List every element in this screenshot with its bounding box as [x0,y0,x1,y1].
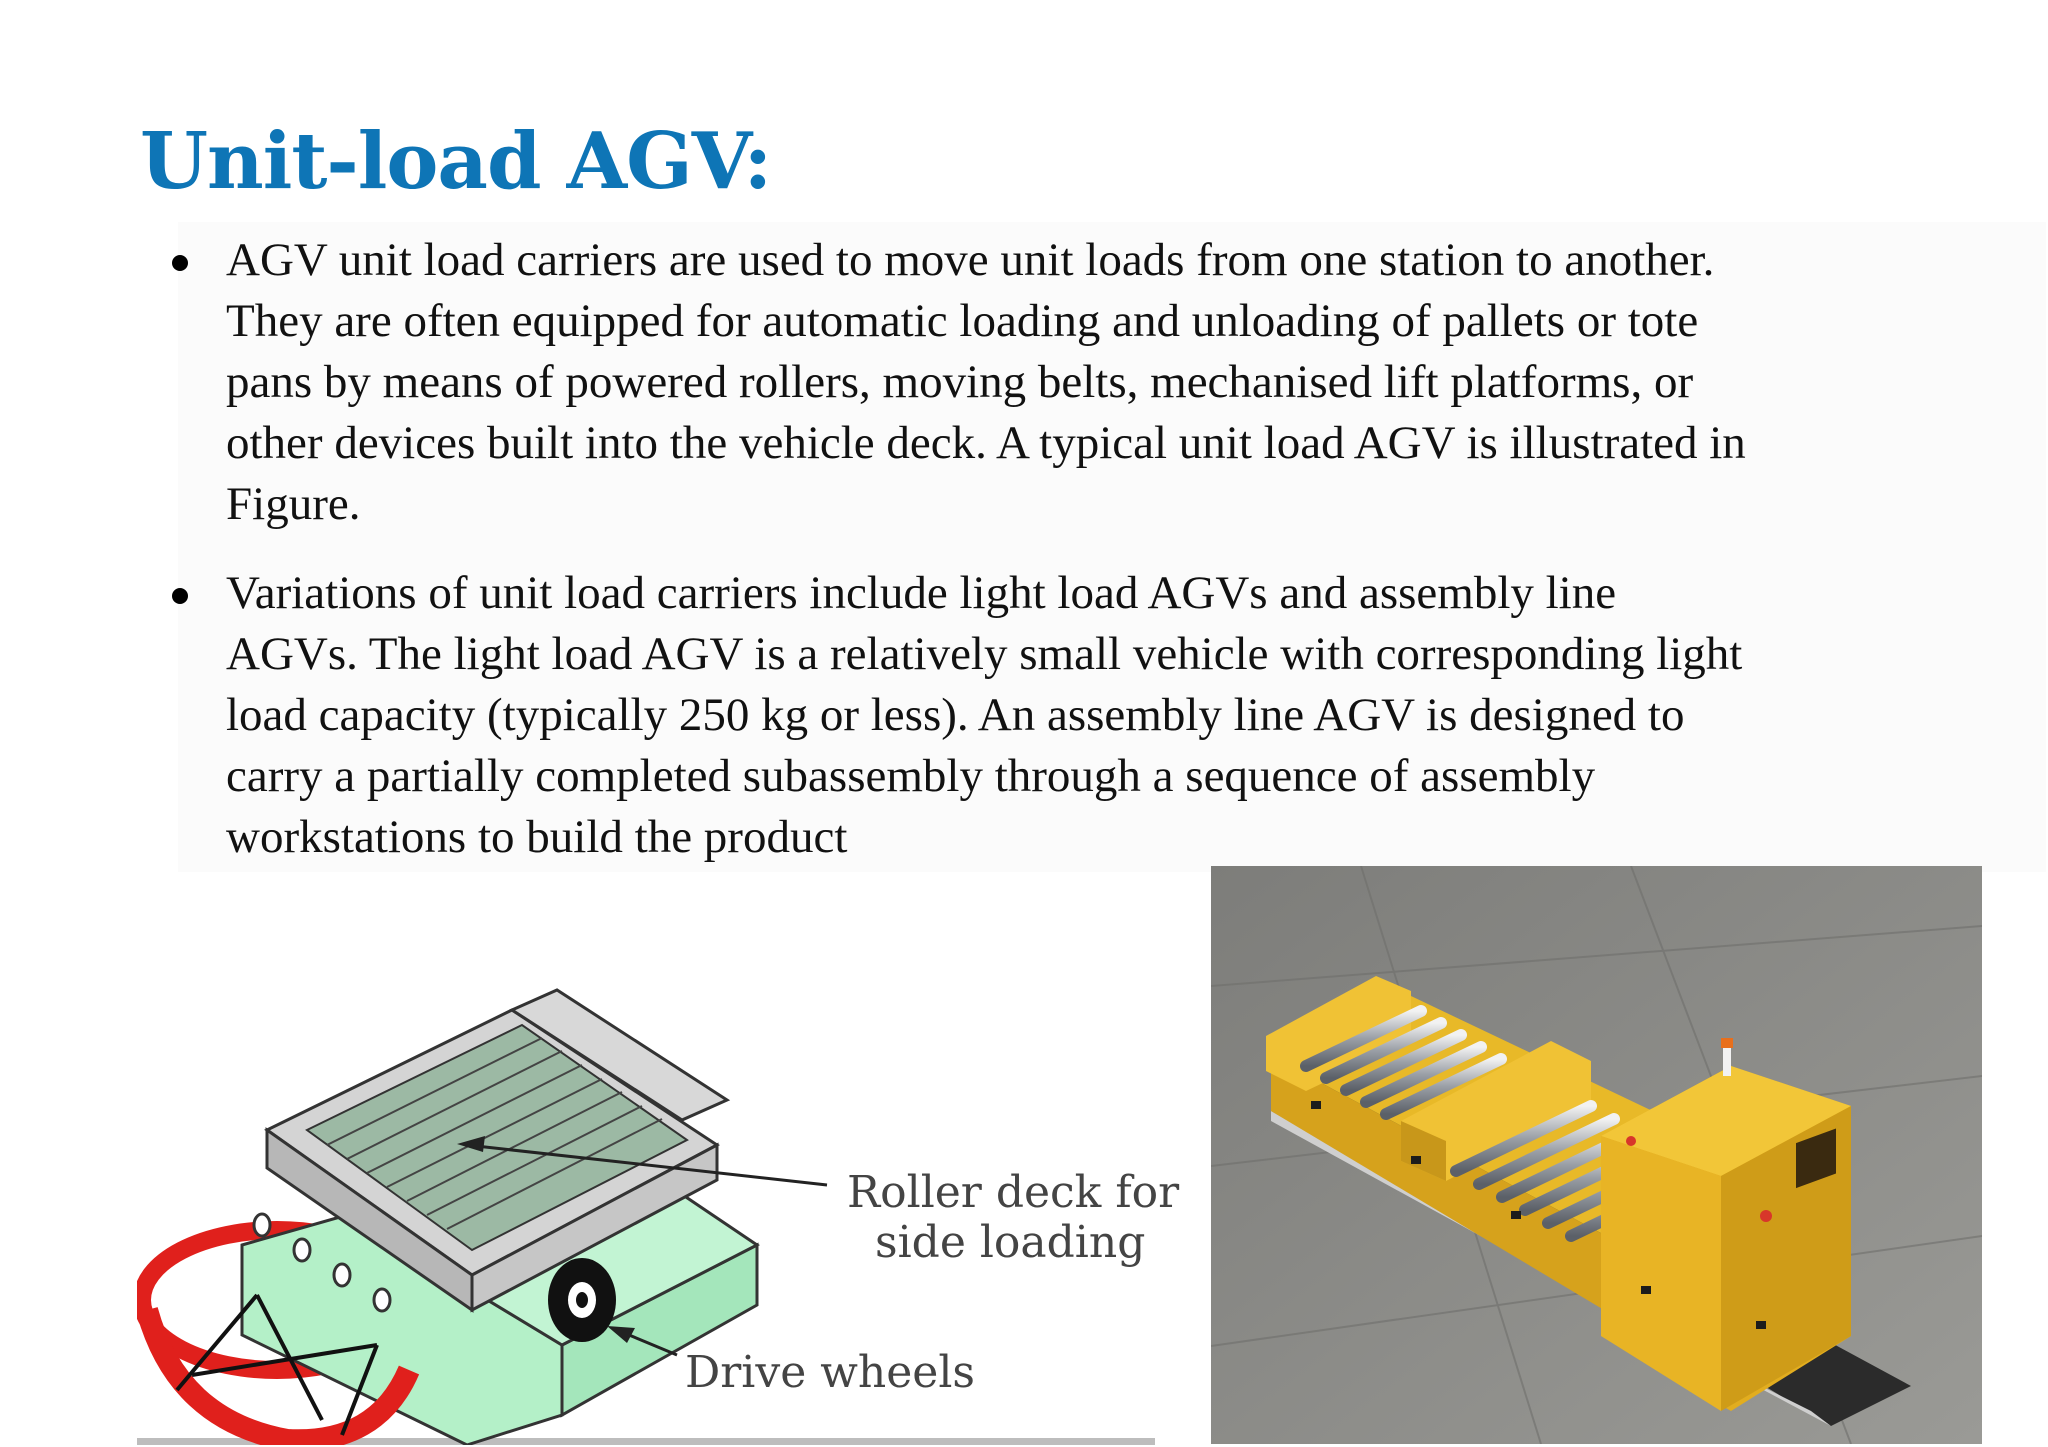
agv-photo [1211,866,1982,1444]
bullet-item-2 [226,563,1936,868]
bullet-marker [172,255,188,271]
bullet-2-line: carry a partially completed subassembly through a sequence of assembly [226,750,1596,802]
roller-deck-label-line2: side loading [875,1217,1146,1268]
roller-deck-label-line1: Roller deck for [847,1167,1180,1218]
bullet-2-line: workstations to build the product [226,811,848,863]
bullet-marker [172,588,188,604]
bullet-2-line: AGVs. The light load AGV is a relatively small vehicle with corresponding light [226,628,1743,680]
slide-title: Unit-load AGV: [140,116,772,207]
drive-wheels-label: Drive wheels [685,1347,975,1398]
agv-diagram-figure [137,900,1180,1445]
bullet-1-line: Figure. [226,478,361,530]
bullet-1-line: other devices built into the vehicle deck. A typical unit load AGV is illustrated in [226,417,1746,469]
bullet-1-line: AGV unit load carriers are used to move unit loads from one station to another. [226,234,1715,286]
bullet-item-1 [226,230,1936,535]
bullet-2-line: load capacity (typically 250 kg or less). An assembly line AGV is designed to [226,689,1685,741]
agv-photo-illustration [1211,866,1982,1444]
bullet-1-line: pans by means of powered rollers, moving belts, mechanised lift platforms, or [226,356,1694,408]
bullet-1-line: They are often equipped for automatic loading and unloading of pallets or tote [226,295,1699,347]
bullet-2-line: Variations of unit load carriers include light load AGVs and assembly line [226,567,1617,619]
